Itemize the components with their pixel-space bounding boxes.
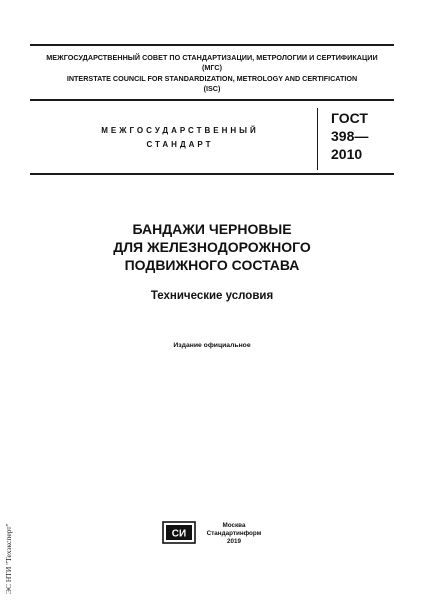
logo-text: СИ [171,528,187,540]
standard-code-line3: 2010 [331,146,363,162]
publisher-name: Стандартинформ [206,530,262,537]
council-abbr-ru: (МГС) [202,63,222,72]
standard-type-line2: СТАНДАРТ [146,140,214,149]
code-bottom-rule [30,173,394,175]
edition-note: Издание официальное [173,342,251,349]
document-title-line3: ПОДВИЖНОГО СОСТАВА [124,257,300,273]
publisher-year: 2019 [226,538,241,545]
header-bottom-rule [30,99,394,101]
document-subtitle: Технические условия [150,290,274,302]
watermark-text: ЭС НТИ "Техэксперт" [4,523,13,594]
standard-type-line1: МЕЖГОСУДАРСТВЕННЫЙ [101,126,259,135]
code-divider [317,108,318,170]
standartinform-logo-icon [162,521,196,544]
top-rule [30,44,394,46]
council-abbr-en: (ISC) [203,84,221,93]
document-title-line1: БАНДАЖИ ЧЕРНОВЫЕ [132,221,292,237]
standard-code-line1: ГОСТ [331,110,368,126]
publisher-city: Москва [222,522,246,529]
council-name-ru: МЕЖГОСУДАРСТВЕННЫЙ СОВЕТ ПО СТАНДАРТИЗАЦИИ, МЕТРОЛОГИИ И СЕРТИФИКАЦИИ [46,53,378,62]
document-title-line2: ДЛЯ ЖЕЛЕЗНОДОРОЖНОГО [113,239,311,255]
council-name-en: INTERSTATE COUNCIL FOR STANDARDIZATION, METROLOGY AND CERTIFICATION [66,74,358,83]
standard-code-line2: 398— [331,128,369,144]
